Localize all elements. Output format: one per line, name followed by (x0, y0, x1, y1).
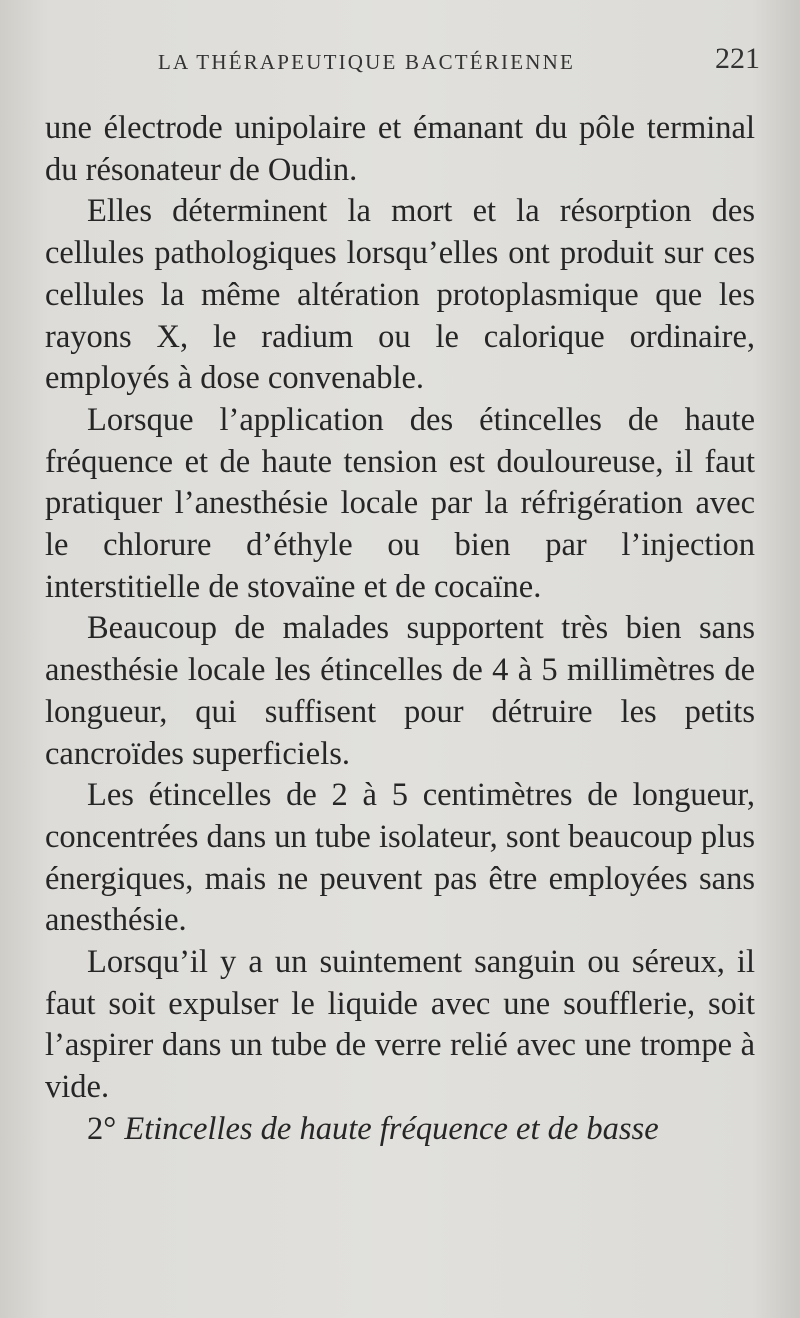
page-number: 221 (715, 42, 760, 75)
paragraph: Beaucoup de malades supportent très bien sans anesthésie locale les étincelles de 4 à 5 millimètres de longueur, qui suffisent pour détruire les petits cancroïdes superficiels. (45, 610, 755, 772)
section-heading (45, 1109, 755, 1151)
paragraph: Elles déterminent la mort et la résorption des cellules pathologiques lorsqu’elles ont produit sur ces cellules la même altération protoplasmique que les rayons X, le radium ou le calorique ordinaire, employés à dose convenable. (45, 193, 755, 397)
paragraph: Les étincelles de 2 à 5 centimètres de longueur, concentrées dans un tube isolateur, sont beaucoup plus énergiques, mais ne peuvent pas être employées sans anesthésie. (45, 777, 755, 939)
paragraph-continuation: une électrode unipolaire et émanant du pôle terminal du résonateur de Oudin. (45, 110, 755, 188)
page-body (45, 108, 755, 1151)
paragraph: Lorsque l’application des étincelles de haute fréquence et de haute tension est douloureuse, il faut pratiquer l’anesthésie locale par la réfrigération avec le chlorure d’éthyle ou bien par l’injection interstitielle de stovaïne et de cocaïne. (45, 401, 755, 605)
running-title: LA THÉRAPEUTIQUE BACTÉRIENNE (158, 50, 576, 74)
page-header (158, 42, 760, 82)
section-title: Etincelles de haute fréquence et de basse (124, 1110, 659, 1147)
paragraph: Lorsqu’il y a un suintement sanguin ou séreux, il faut soit expulser le liquide avec une soufflerie, soit l’aspirer dans un tube de verre relié avec une trompe à vide. (45, 944, 755, 1106)
section-number: 2° (87, 1110, 117, 1147)
